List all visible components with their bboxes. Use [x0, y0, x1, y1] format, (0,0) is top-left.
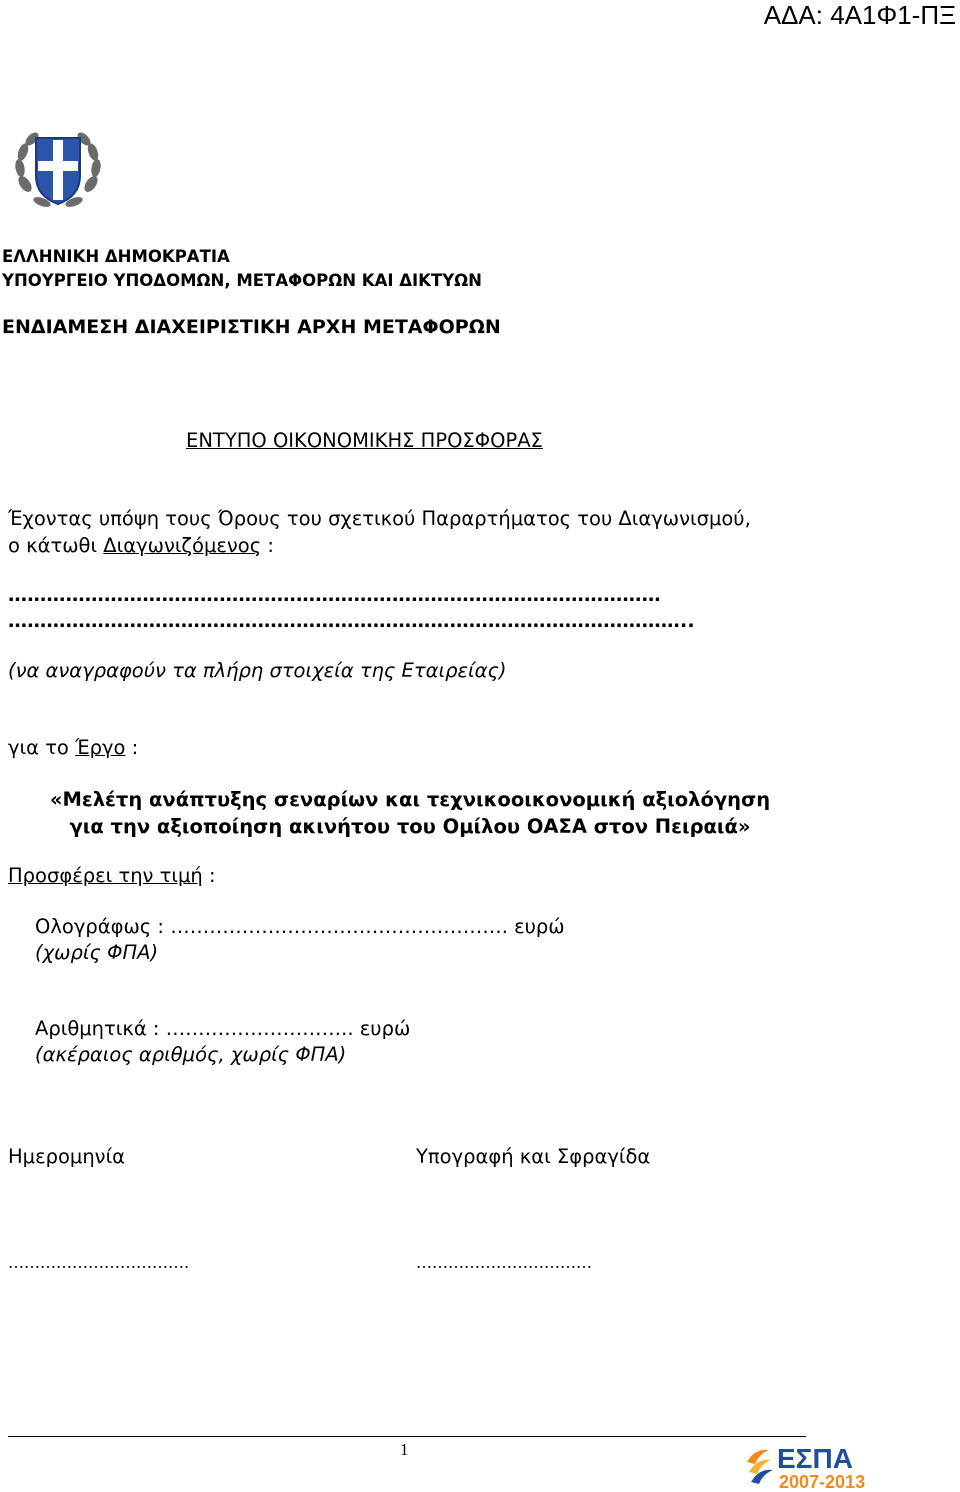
amount-numeric-note: (ακέραιος αριθμός, χωρίς ΦΠΑ): [35, 1043, 347, 1066]
espa-logo-years: 2007-2013: [779, 1472, 866, 1492]
coat-of-arms-emblem: [12, 122, 104, 214]
ada-code: ΑΔΑ: 4Α1Φ1-ΠΞ: [763, 0, 956, 30]
espa-swoosh-icon: [747, 1450, 773, 1484]
company-note: (να αναγραφούν τα πλήρη στοιχεία της Εταιρείας): [8, 659, 507, 682]
signature-dots: ……………………………: [416, 1253, 592, 1272]
page-number: 1: [400, 1440, 409, 1459]
amount-words-note: (χωρίς ΦΠΑ): [35, 941, 159, 964]
ministry-heading: ΥΠΟΥΡΓΕΙΟ ΥΠΟΔΟΜΩΝ, ΜΕΤΑΦΟΡΩΝ ΚΑΙ ΔΙΚΤΥΩΝ: [2, 271, 482, 290]
offer-label-suffix: :: [202, 864, 216, 887]
amount-numeric-line: Αριθμητικά : ……………………….. ευρώ: [35, 1017, 411, 1040]
company-dots-line-2: ……………………………………………………………………………………………..: [8, 610, 695, 632]
espa-logo-text: ΕΣΠΑ: [777, 1443, 853, 1474]
project-label-prefix: για το: [8, 736, 76, 759]
bidder-label: Διαγωνιζόμενος: [103, 534, 262, 557]
signature-label: Υπογραφή και Σφραγίδα: [416, 1145, 651, 1168]
page-title: ΕΝΤΥΠΟ ΟΙΚΟΝΟΜΙΚΗΣ ΠΡΟΣΦΟΡΑΣ: [186, 429, 543, 452]
intro-line-2: [8, 534, 274, 557]
offer-label: [8, 864, 216, 887]
company-dots-line-1: …………………………………………………………………………………………: [8, 584, 661, 606]
project-title-line-1: «Μελέτη ανάπτυξης σεναρίων και τεχνικοοικονομική αξιολόγηση: [49, 788, 771, 811]
intro-prefix: ο κάτωθι: [8, 534, 104, 557]
intro-suffix: :: [261, 534, 274, 557]
project-label-word: Έργο: [75, 736, 126, 759]
date-dots: …………………………….: [8, 1253, 190, 1272]
project-label: [8, 736, 138, 759]
project-label-suffix: :: [125, 736, 139, 759]
authority-heading: ΕΝΔΙΑΜΕΣΗ ΔΙΑΧΕΙΡΙΣΤΙΚΗ ΑΡΧΗ ΜΕΤΑΦΟΡΩΝ: [2, 316, 501, 338]
amount-words-line: Ολογράφως : ……………………………………………. ευρώ: [35, 915, 565, 938]
date-label: Ημερομηνία: [8, 1145, 126, 1168]
espa-logo: [745, 1440, 875, 1492]
republic-heading: ΕΛΛΗΝΙΚΗ ΔΗΜΟΚΡΑΤΙΑ: [2, 247, 230, 266]
offer-label-text: Προσφέρει την τιμή: [8, 864, 203, 887]
shield: [36, 138, 80, 204]
project-title-line-2: για την αξιοποίηση ακινήτου του Ομίλου ΟΑΣΑ στον Πειραιά»: [69, 815, 751, 838]
intro-line-1: Έχοντας υπόψη τους Όρους του σχετικού Παραρτήματος του Διαγωνισμού,: [8, 507, 751, 530]
footer-divider: [8, 1436, 806, 1437]
